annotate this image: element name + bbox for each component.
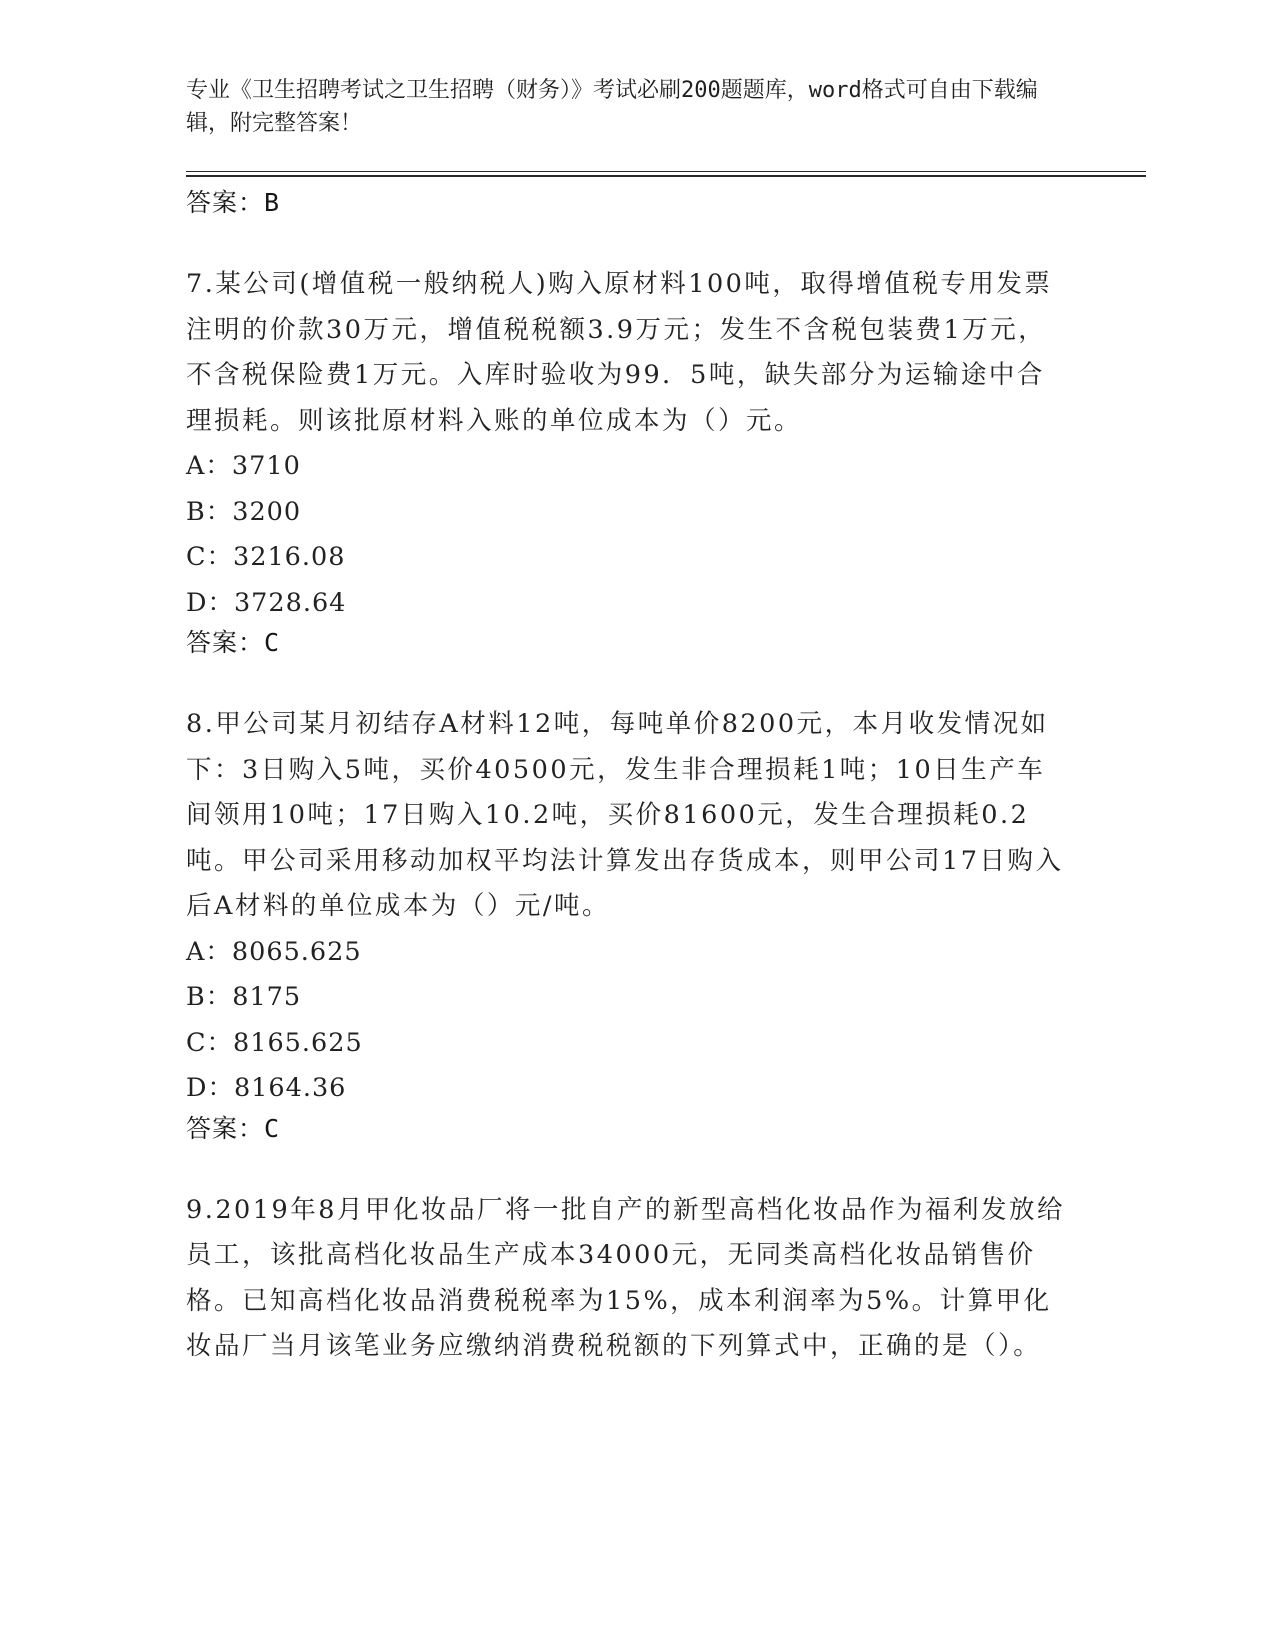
option-d: D：8164.36 (186, 1073, 347, 1103)
answer-line: 答案：C (186, 1113, 281, 1143)
question-block-9 (186, 1188, 1066, 1370)
option-a: A：3710 (186, 451, 301, 481)
option-d: D：3728.64 (186, 587, 347, 618)
option-c: C：8165.625 (186, 1027, 363, 1058)
option-b: B：3200 (186, 496, 302, 527)
document-content (186, 186, 1066, 1370)
option-c: C：3216.08 (186, 542, 346, 572)
header-rule-thin (186, 171, 1146, 172)
option-a: A：8065.625 (186, 936, 362, 967)
question-text: 7.某公司(增值税一般纳税人)购入原材料100吨，取得增值税专用发票注明的价款30万元，增值税税额3.9万元；发生不含税包装费1万元，不含税保险费1万元。入库时验收为99．5吨，缺失部分为运输途中合理损耗。则该批原材料入账的单位成本为（）元。 (186, 269, 1053, 436)
answer-line: 答案：B (186, 188, 281, 217)
question-text: 8.甲公司某月初结存A材料12吨，每吨单价8200元，本月收发情况如下：3日购入5吨，买价40500元，发生非合理损耗1吨；10日生产车间领用10吨；17日购入10.2吨，买价81600元，发生合理损耗0.2吨。甲公司采用移动加权平均法计算发出存货成本，则甲公司17日购入后A材料的单位成本为（）元/吨。 (186, 709, 1064, 921)
question-block-7 (186, 262, 1066, 660)
question-text: 9.2019年8月甲化妆品厂将一批自产的新型高档化妆品作为福利发放给员工，该批高档化妆品生产成本34000元，无同类高档化妆品销售价格。已知高档化妆品消费税税率为15%，成本利润率为5%。计算甲化妆品厂当月该笔业务应缴纳消费税税额的下列算式中，正确的是（）。 (186, 1194, 1065, 1361)
page-header: 专业《卫生招聘考试之卫生招聘（财务）》考试必刷200题题库，word格式可自由下载编辑，附完整答案！ (186, 78, 1038, 136)
question-block-8 (186, 702, 1066, 1146)
option-b: B：8175 (186, 982, 302, 1012)
answer-line: 答案：C (186, 628, 281, 657)
header-rule-thick (186, 175, 1146, 177)
